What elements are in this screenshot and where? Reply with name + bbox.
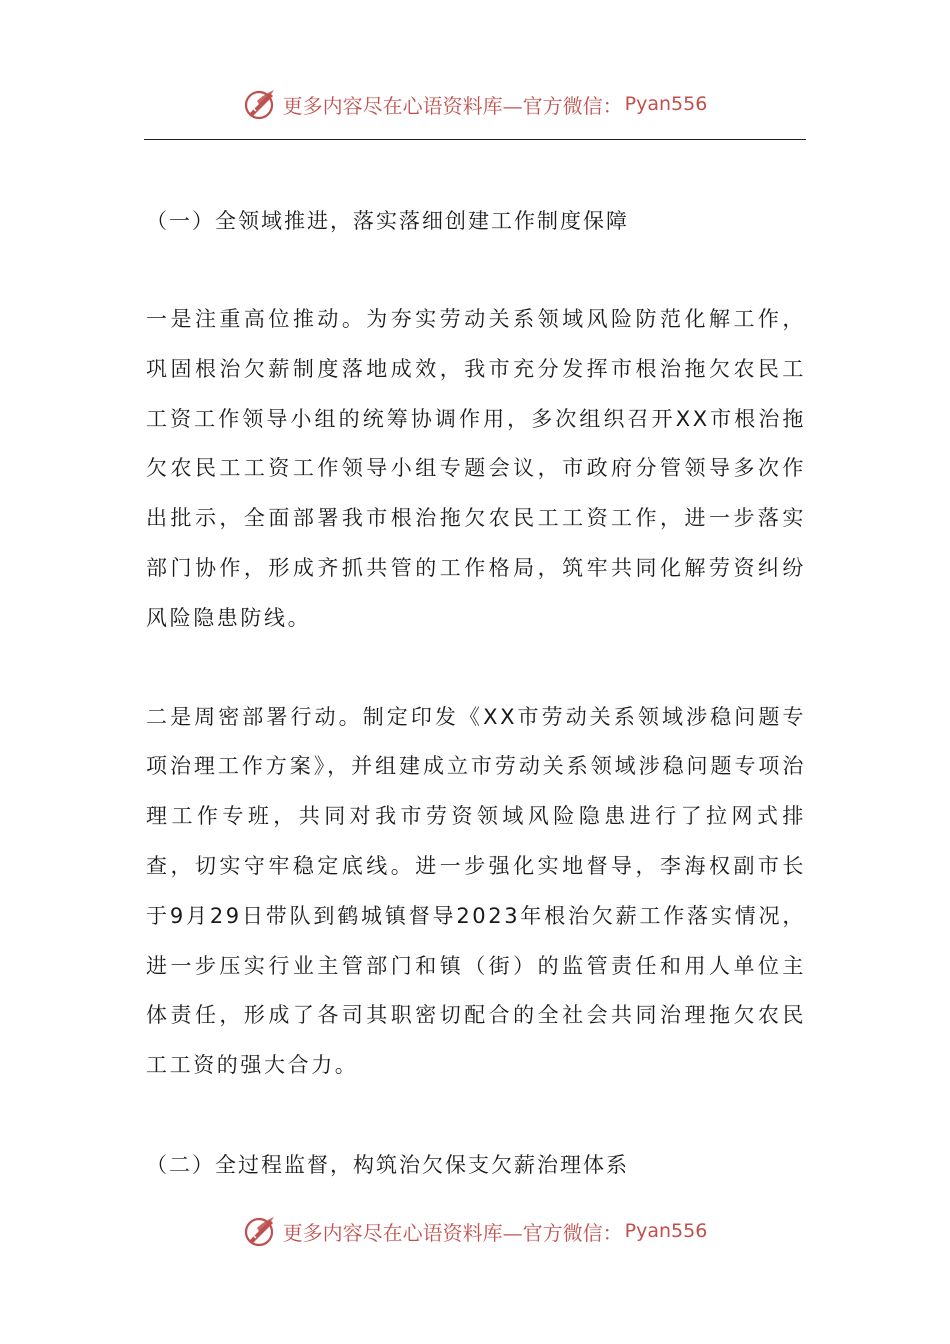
section-1-heading: （一）全领域推进，落实落细创建工作制度保障 (146, 209, 629, 233)
spacer (146, 1091, 806, 1140)
spacer (146, 246, 806, 295)
footer-wechat-id: Pyan556 (624, 1220, 708, 1242)
spacer (146, 644, 806, 693)
header-wechat-id: Pyan556 (624, 93, 708, 115)
footer-banner (0, 1211, 950, 1251)
footer-banner-text: 更多内容尽在心语资料库—官方微信： (282, 1220, 623, 1245)
header-banner-text: 更多内容尽在心语资料库—官方微信： (282, 93, 623, 118)
paragraph-2: 二是周密部署行动。制定印发《XX市劳动关系领域涉稳问题专项治理工作方案》，并组建成立市劳动关系领域涉稳问题专项治理工作专班，共同对我市劳资领域风险隐患进行了拉网式排查，切实守牢稳定底线。进一步强化实地督导，李海权副市长于9月29日带队到鹤城镇督导2023年根治欠薪工作落实情况，进一步压实行业主管部门和镇（街）的监管责任和用人单位主体责任，形成了各司其职密切配合的全社会共同治理拖欠农民工工资的强大合力。 (146, 704, 806, 1078)
document-body (146, 196, 806, 1190)
header-divider (144, 139, 806, 140)
header-banner (0, 84, 950, 124)
quill-pen-logo-icon (243, 87, 277, 121)
section-2-heading: （二）全过程监督，构筑治欠保支欠薪治理体系 (146, 1152, 629, 1177)
paragraph-1: 一是注重高位推动。为夯实劳动关系领域风险防范化解工作，巩固根治欠薪制度落地成效，我市充分发挥市根治拖欠农民工工资工作领导小组的统筹协调作用，多次组织召开XX市根治拖欠农民工工资工作领导小组专题会议，市政府分管领导多次作出批示，全面部署我市根治拖欠农民工工资工作，进一步落实部门协作，形成齐抓共管的工作格局，筑牢共同化解劳资纠纷风险隐患防线。 (146, 307, 806, 630)
quill-pen-logo-icon (243, 1214, 277, 1248)
